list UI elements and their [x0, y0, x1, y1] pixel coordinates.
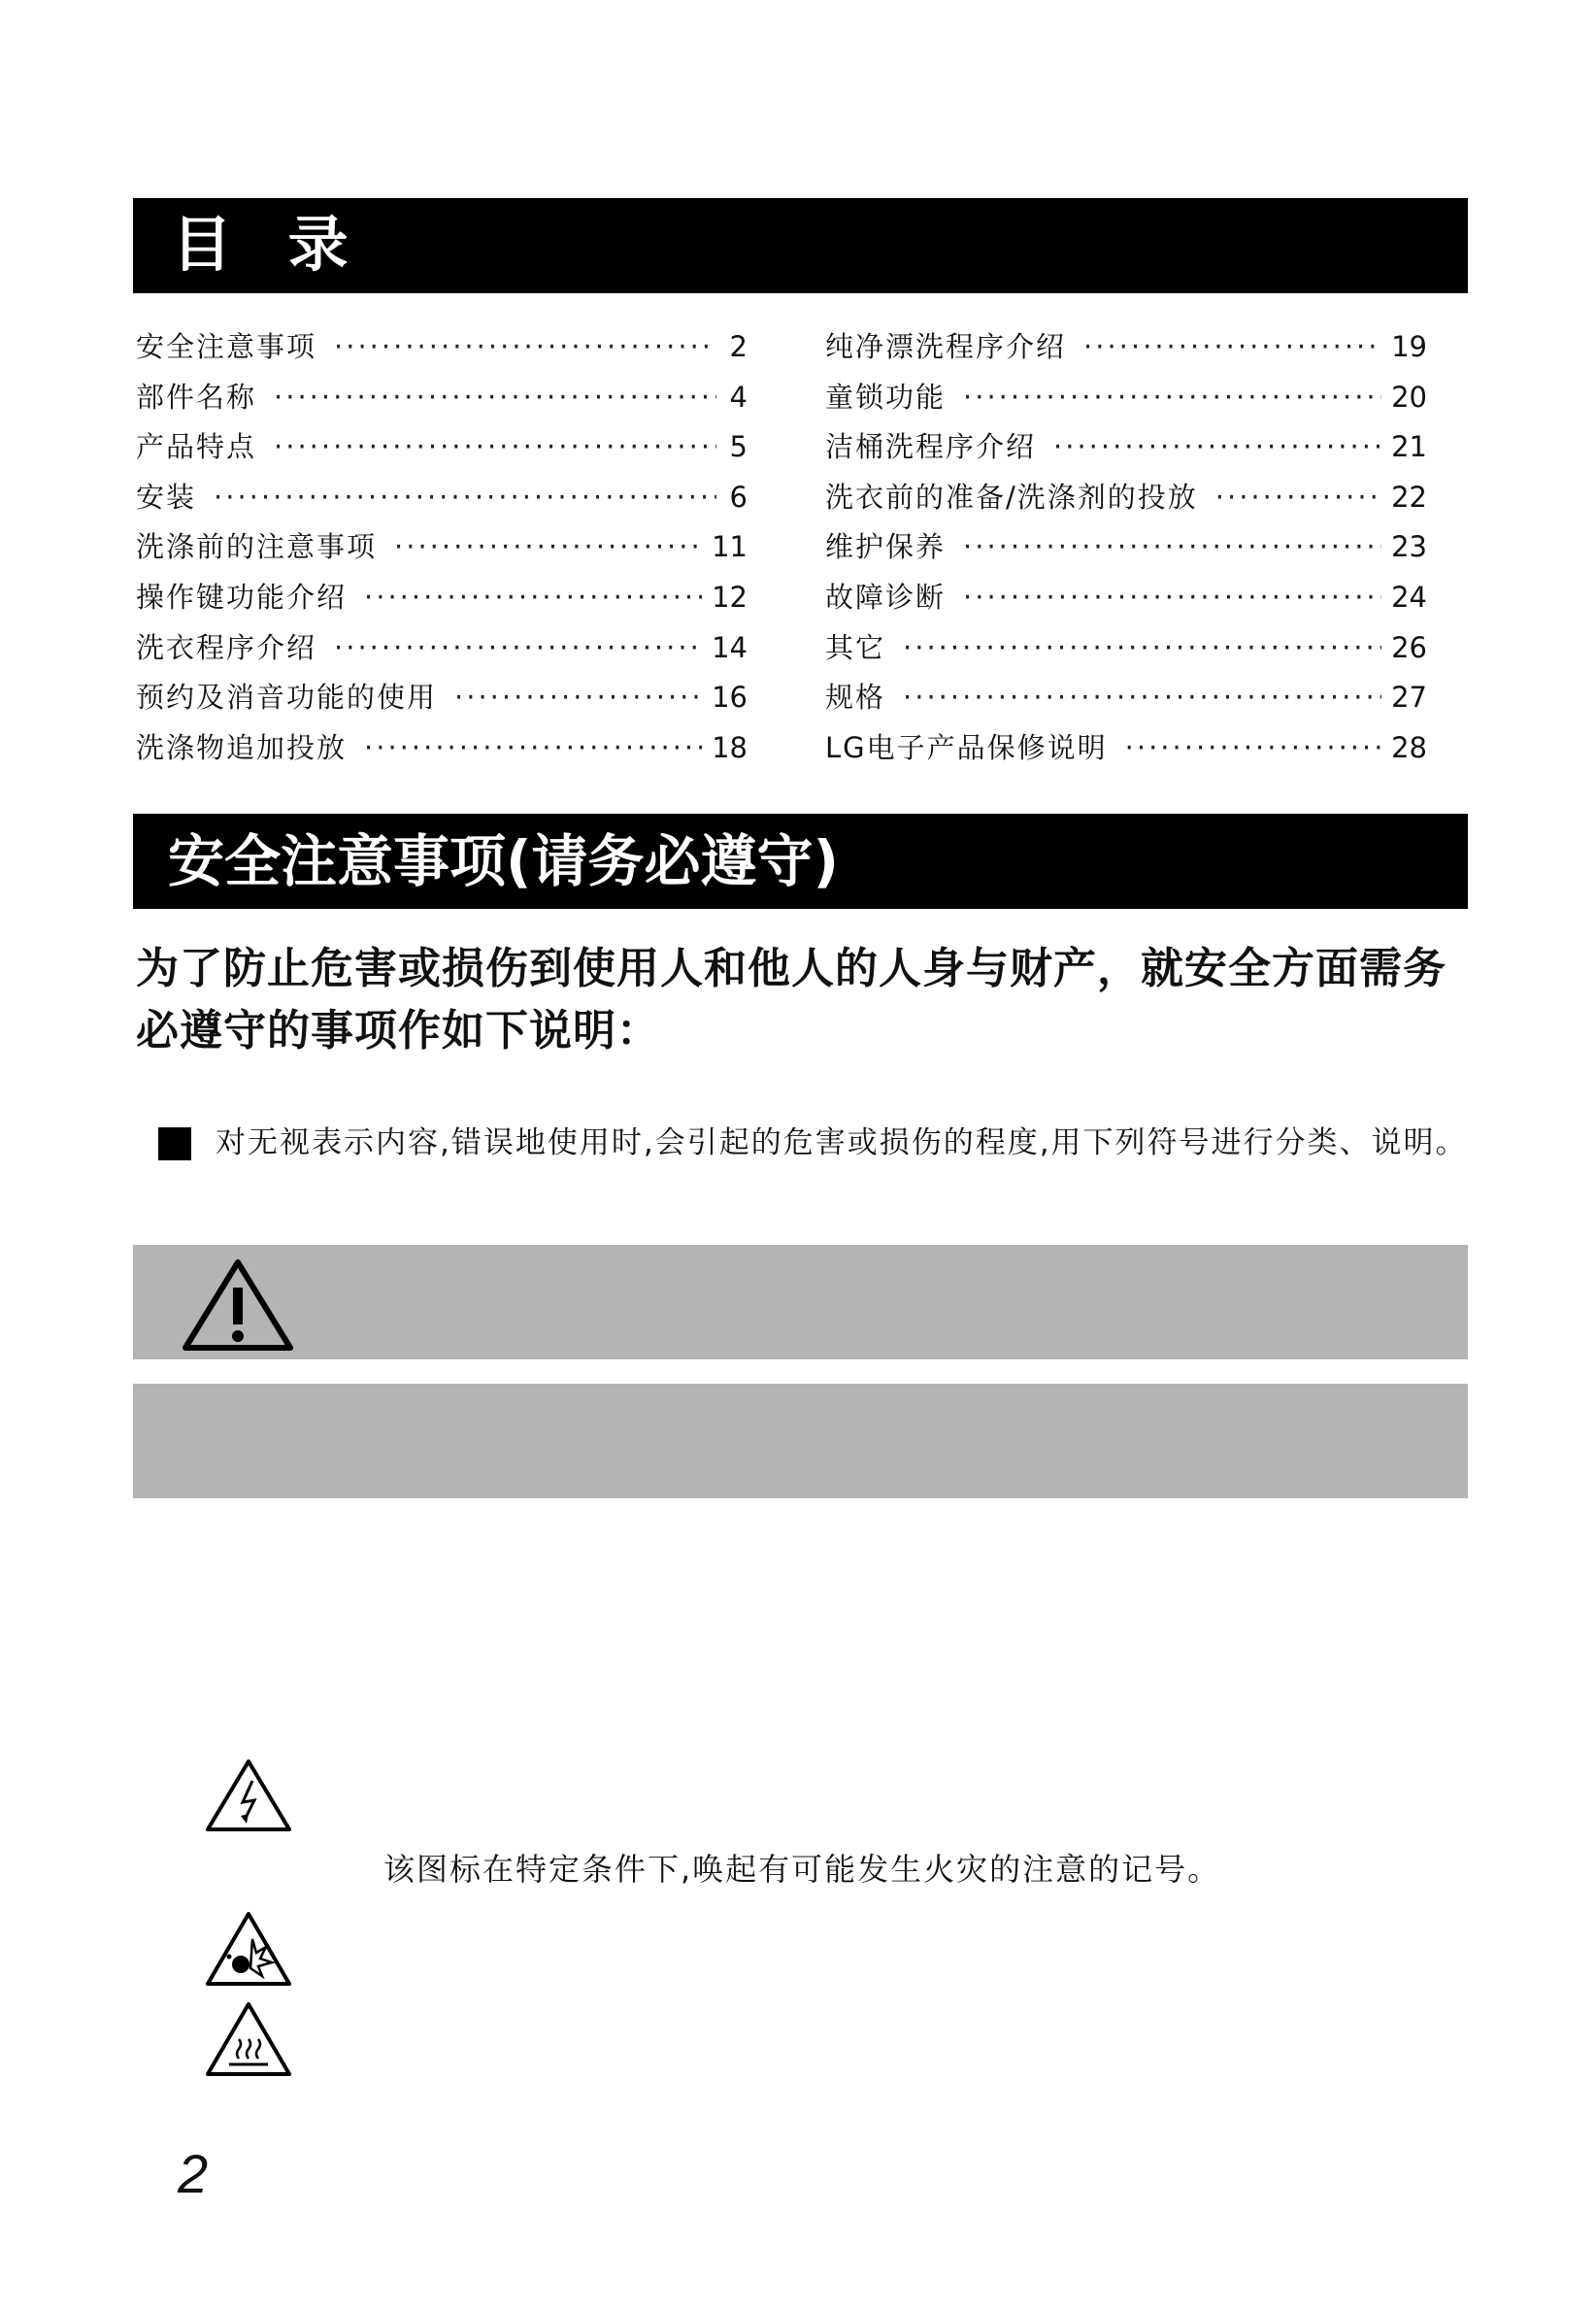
toc-entry-page: 18	[712, 730, 748, 764]
toc-entry	[825, 325, 1427, 376]
toc-leader-dots	[214, 481, 716, 514]
toc-entry-page: 16	[712, 681, 748, 715]
toc-entry	[825, 576, 1427, 626]
toc-entry	[825, 376, 1427, 426]
toc-entry-label: 洗衣程序介绍	[136, 630, 317, 664]
toc-entry	[136, 476, 748, 526]
explosion-icon	[204, 1910, 293, 1988]
warning-panel	[133, 1245, 1468, 1359]
toc-entry	[825, 676, 1427, 726]
toc-leader-dots	[963, 381, 1381, 414]
toc-entry	[825, 626, 1427, 677]
toc-entry-page: 26	[1391, 630, 1427, 664]
toc-leader-dots	[364, 581, 702, 614]
toc-entry-page: 11	[712, 530, 748, 564]
toc-entry-page: 19	[1391, 330, 1427, 363]
toc-entry	[136, 325, 748, 376]
toc-leader-dots	[334, 631, 702, 664]
toc-entry-label: 洗衣前的准备/洗涤剂的投放	[825, 480, 1198, 514]
toc-entry-label: 洗涤前的注意事项	[136, 530, 378, 564]
toc-entry	[825, 525, 1427, 576]
toc-entry-label: 洁桶洗程序介绍	[825, 430, 1037, 464]
toc-leader-dots	[334, 330, 716, 363]
toc-leader-dots	[454, 681, 702, 714]
safety-intro: 为了防止危害或损伤到使用人和他人的人身与财产，就安全方面需务必遵守的事项作如下说明：	[136, 944, 1446, 1055]
toc-header-bar	[133, 198, 1468, 293]
page-number: 2	[178, 2143, 209, 2204]
toc-entry-label: 预约及消音功能的使用	[136, 681, 438, 715]
toc-entry-page: 23	[1391, 530, 1427, 564]
toc-entry-page: 2	[729, 330, 748, 363]
fire-symbol-description: 该图标在特定条件下,唤起有可能发生火灾的注意的记号。	[383, 1851, 1221, 1888]
toc-entry-page: 6	[729, 480, 748, 514]
toc-leader-dots	[1125, 731, 1381, 764]
toc-leader-dots	[1083, 330, 1381, 363]
toc-entry	[136, 676, 748, 726]
safety-note: 对无视表示内容,错误地使用时,会引起的危害或损伤的程度,用下列符号进行分类、说明。	[216, 1125, 1468, 1160]
toc-entry	[136, 726, 748, 777]
toc-entry-label: 规格	[825, 681, 886, 715]
toc-entry-label: 维护保养	[825, 530, 947, 564]
toc-title: 目 录	[172, 209, 366, 280]
electric-shock-icon	[204, 1758, 293, 1833]
toc-leader-dots	[394, 530, 702, 563]
toc-entry	[825, 476, 1427, 526]
toc-entry-page: 24	[1391, 580, 1427, 614]
toc-leader-dots	[1053, 430, 1381, 463]
toc-entry-label: 故障诊断	[825, 580, 947, 614]
toc-right-column	[825, 325, 1427, 776]
toc-entry	[825, 425, 1427, 476]
toc-entry-page: 21	[1391, 430, 1427, 464]
toc-entry-label: 操作键功能介绍	[136, 580, 348, 614]
toc-entry-page: 12	[712, 580, 748, 614]
toc-entry-page: 20	[1391, 380, 1427, 414]
toc-entry-label: LG电子产品保修说明	[825, 730, 1108, 764]
toc-entry	[825, 726, 1427, 777]
toc-entry-label: 纯净漂洗程序介绍	[825, 330, 1067, 363]
toc-entry-label: 洗涤物追加投放	[136, 730, 348, 764]
toc-entry-label: 部件名称	[136, 380, 257, 414]
toc-leader-dots	[963, 581, 1381, 614]
toc-leader-dots	[903, 681, 1381, 714]
caution-panel	[133, 1384, 1468, 1498]
toc-entry-page: 27	[1391, 681, 1427, 715]
toc-entry	[136, 425, 748, 476]
toc-entry-page: 4	[729, 380, 748, 414]
toc-entry	[136, 525, 748, 576]
toc-entry-page: 22	[1391, 480, 1427, 514]
toc-entry-page: 5	[729, 430, 748, 464]
warning-triangle-icon	[180, 1257, 296, 1354]
toc-entry-label: 产品特点	[136, 430, 257, 464]
toc-leader-dots	[1215, 481, 1381, 514]
toc-entry-label: 童锁功能	[825, 380, 947, 414]
hot-surface-icon	[204, 2000, 293, 2078]
toc-leader-dots	[274, 430, 716, 463]
toc-entry-label: 安全注意事项	[136, 330, 317, 363]
toc-entry-label: 安装	[136, 480, 197, 514]
toc-leader-dots	[963, 530, 1381, 563]
bullet-square-icon	[158, 1127, 191, 1160]
toc-leader-dots	[364, 731, 702, 764]
safety-title: 安全注意事项(请务必遵守)	[168, 828, 840, 894]
toc-entry	[136, 626, 748, 677]
toc-left-column	[136, 325, 748, 776]
toc-entry-label: 其它	[825, 630, 886, 664]
toc-entry-page: 14	[712, 630, 748, 664]
toc-leader-dots	[274, 381, 716, 414]
toc-leader-dots	[903, 631, 1381, 664]
toc-entry	[136, 576, 748, 626]
toc-entry-page: 28	[1391, 730, 1427, 764]
toc-entry	[136, 376, 748, 426]
safety-header-bar	[133, 814, 1468, 909]
